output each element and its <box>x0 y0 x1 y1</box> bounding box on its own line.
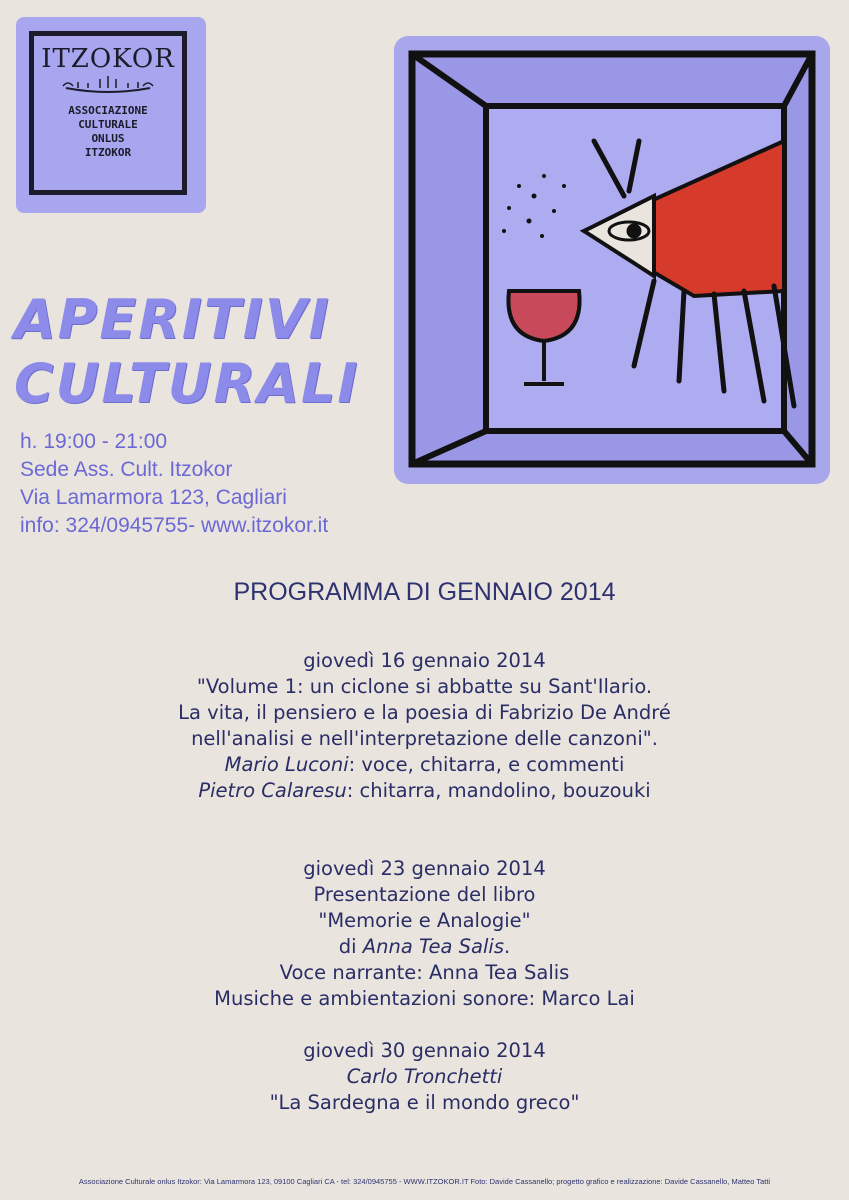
logo <box>16 17 206 213</box>
info-contact: info: 324/0945755- www.itzokor.it <box>20 514 329 537</box>
event-line: Presentazione del libro <box>313 883 536 906</box>
performer-name: Mario Luconi <box>224 753 349 776</box>
event-line: La vita, il pensiero e la poesia di Fabrizio De André <box>178 701 671 724</box>
logo-subtitle-line: ITZOKOR <box>84 146 132 159</box>
footer-credits: Associazione Culturale onlus Itzokor: Via Lamarmora 123, 09100 Cagliari CA - tel: 324/0945755 - WWW.ITZOKOR.IT Foto: Davide Cassanello; progetto grafico e realizzazione: Davide Cassanello, Matteo Tatti <box>78 1177 771 1186</box>
performer-name: Pietro Calaresu <box>198 779 347 802</box>
event-line: nell'analisi e nell'interpretazione delle canzoni". <box>191 727 658 750</box>
performer-role: : voce, chitarra, e commenti <box>348 753 625 776</box>
event-performer <box>0 778 849 804</box>
logo-subtitle-line: CULTURALE <box>78 118 138 131</box>
info-address: Via Lamarmora 123, Cagliari <box>20 486 287 509</box>
logo-frame <box>29 31 187 195</box>
author-prefix: di <box>338 935 363 958</box>
event-1 <box>0 648 849 804</box>
graffiti-artwork <box>394 36 830 484</box>
event-date: giovedì 16 gennaio 2014 <box>303 649 546 672</box>
event-3 <box>0 1038 849 1116</box>
event-line: "Volume 1: un ciclone si abbatte su Sant'Ilario. <box>196 675 653 698</box>
event-date: giovedì 23 gennaio 2014 <box>303 857 546 880</box>
poster-title-line1: APERITIVI <box>14 288 331 351</box>
logo-subtitle-line: ASSOCIAZIONE <box>68 104 148 117</box>
program-heading: PROGRAMMA DI GENNAIO 2014 <box>233 578 616 606</box>
logo-boat-icon <box>58 74 158 96</box>
logo-title: ITZOKOR <box>41 44 175 74</box>
performer-role: : chitarra, mandolino, bouzouki <box>346 779 651 802</box>
info-venue: Sede Ass. Cult. Itzokor <box>20 458 233 481</box>
author-suffix: . <box>503 935 511 958</box>
info-time: h. 19:00 - 21:00 <box>20 430 168 453</box>
event-line: "Memorie e Analogie" <box>318 909 531 932</box>
logo-subtitle-line: ONLUS <box>91 132 125 145</box>
event-2 <box>0 856 849 1012</box>
event-performer <box>0 752 849 778</box>
event-speaker: Carlo Tronchetti <box>346 1065 503 1088</box>
event-info <box>20 428 328 540</box>
event-title: "La Sardegna e il mondo greco" <box>269 1091 580 1114</box>
event-line <box>0 934 849 960</box>
logo-subtitle <box>34 104 182 160</box>
event-line: Musiche e ambientazioni sonore: Marco Lai <box>214 987 635 1010</box>
event-line: Voce narrante: Anna Tea Salis <box>279 961 570 984</box>
poster-title-line2: CULTURALI <box>14 352 360 415</box>
event-date: giovedì 30 gennaio 2014 <box>303 1039 546 1062</box>
author-name: Anna Tea Salis <box>362 935 504 958</box>
